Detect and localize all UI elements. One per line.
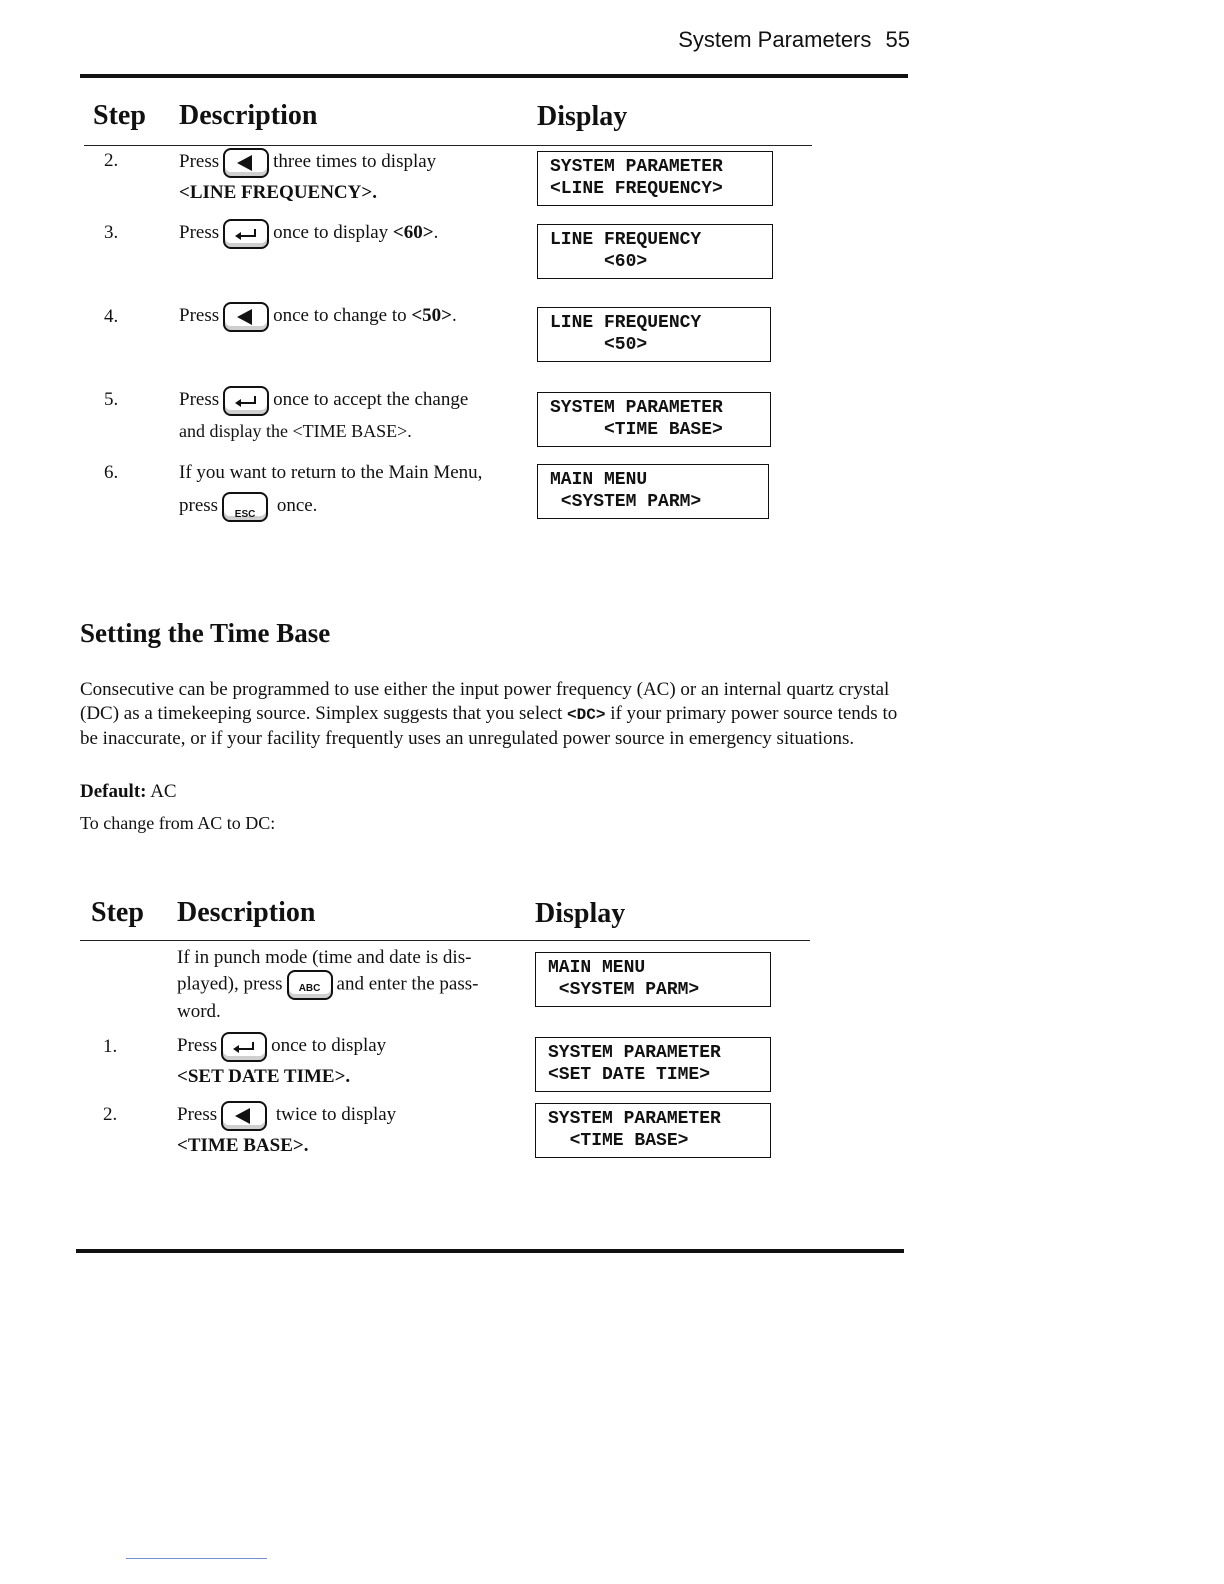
desc-text: press bbox=[179, 495, 219, 516]
desc-text: once to change to bbox=[273, 305, 407, 326]
lcd-line-1: MAIN MENU bbox=[550, 470, 648, 490]
lcd-line-2: <60> bbox=[550, 252, 648, 272]
table1-display-heading: Display bbox=[537, 101, 628, 132]
header-title: System Parameters bbox=[678, 27, 872, 52]
desc-value: <LINE FREQUENCY>. bbox=[179, 181, 377, 203]
page-number: 55 bbox=[885, 27, 910, 52]
default-line bbox=[80, 780, 177, 804]
table1-step-2: 2. bbox=[104, 150, 119, 171]
lcd-line-1: LINE FREQUENCY bbox=[550, 313, 702, 333]
lcd-line-1: MAIN MENU bbox=[548, 958, 646, 978]
table1-step-3: 3. bbox=[104, 222, 119, 243]
desc-text: Press bbox=[177, 1035, 218, 1056]
lcd-line-1: SYSTEM PARAMETER bbox=[550, 157, 723, 177]
desc-text: Press bbox=[179, 222, 220, 243]
desc-text: once. bbox=[276, 495, 318, 516]
abc-key-icon bbox=[287, 970, 333, 1000]
lcd-line-1: SYSTEM PARAMETER bbox=[548, 1109, 721, 1129]
desc-text: Press bbox=[179, 305, 220, 326]
lcd-line-1: SYSTEM PARAMETER bbox=[548, 1043, 721, 1063]
table2-description-heading: Description bbox=[177, 897, 316, 928]
lcd-line-2: <50> bbox=[550, 335, 648, 355]
table1-row-2-description bbox=[179, 146, 519, 208]
table2-row-1-description bbox=[177, 1030, 522, 1092]
table1-row-5-description bbox=[179, 384, 519, 447]
instruction-line: To change from AC to DC: bbox=[80, 813, 276, 833]
lcd-line-1: LINE FREQUENCY bbox=[550, 230, 702, 250]
table1-step-5: 5. bbox=[104, 389, 119, 410]
table1-step-6: 6. bbox=[104, 462, 119, 483]
table1-step-4: 4. bbox=[104, 306, 119, 327]
enter-key-icon bbox=[223, 386, 269, 416]
table2-display-heading: Display bbox=[535, 898, 626, 929]
lcd-line-2: <TIME BASE> bbox=[550, 420, 723, 440]
lcd-line-2: <SYSTEM PARM> bbox=[548, 980, 700, 1000]
lcd-display bbox=[535, 952, 771, 1007]
table2-row-2-description bbox=[177, 1099, 522, 1161]
lcd-display bbox=[537, 224, 773, 279]
key-label: ESC bbox=[234, 508, 256, 520]
enter-key-icon bbox=[223, 219, 269, 249]
desc-text: and enter the pass- bbox=[336, 973, 479, 995]
lcd-line-2: <LINE FREQUENCY> bbox=[550, 179, 723, 199]
esc-key-icon bbox=[222, 492, 268, 522]
table1-row-3-description bbox=[179, 217, 519, 249]
footer-rule bbox=[76, 1249, 904, 1253]
header-rule bbox=[80, 74, 908, 78]
desc-value: <SET DATE TIME>. bbox=[177, 1065, 351, 1087]
lcd-line-1: SYSTEM PARAMETER bbox=[550, 398, 723, 418]
desc-text: once to accept the change bbox=[273, 389, 469, 410]
lcd-line-2: <SET DATE TIME> bbox=[548, 1065, 711, 1085]
running-header bbox=[600, 27, 910, 53]
left-arrow-key-icon bbox=[223, 148, 269, 178]
lcd-line-2: <SYSTEM PARM> bbox=[550, 492, 702, 512]
section-title: Setting the Time Base bbox=[80, 618, 331, 648]
table2-rule bbox=[80, 940, 810, 941]
desc-text: Press bbox=[177, 1104, 218, 1125]
footer-blue-line bbox=[126, 1558, 267, 1559]
desc-value: <50> bbox=[411, 305, 453, 326]
desc-value: <TIME BASE>. bbox=[177, 1134, 309, 1156]
lcd-display bbox=[537, 392, 771, 447]
section-paragraph bbox=[80, 678, 900, 751]
default-value: AC bbox=[150, 781, 177, 802]
desc-text: word. bbox=[177, 1001, 221, 1022]
enter-key-icon bbox=[221, 1032, 267, 1062]
key-label: ABC bbox=[298, 983, 321, 994]
table1-row-4-description bbox=[179, 300, 519, 332]
desc-text: once to display bbox=[271, 1035, 387, 1056]
table1-description-heading: Description bbox=[179, 100, 318, 131]
left-arrow-key-icon bbox=[223, 302, 269, 332]
desc-text: Press bbox=[179, 389, 220, 410]
default-label: Default: bbox=[80, 781, 147, 802]
desc-text: If you want to return to the Main Menu, bbox=[179, 462, 483, 483]
table1-step-heading: Step bbox=[93, 100, 146, 131]
paragraph-text: if your primary power source tends to be inaccurate, or if your facility frequently uses an unregulated power source in emergency situations. bbox=[80, 702, 898, 749]
lcd-display bbox=[537, 307, 771, 362]
paragraph-code: <DC> bbox=[567, 705, 606, 724]
desc-text: . bbox=[433, 222, 439, 243]
lcd-display bbox=[535, 1037, 771, 1092]
desc-text: and display the <TIME BASE>. bbox=[179, 420, 412, 441]
desc-text: Press bbox=[179, 151, 220, 172]
lcd-display bbox=[535, 1103, 771, 1158]
table2-step-2: 2. bbox=[103, 1104, 118, 1125]
left-arrow-key-icon bbox=[221, 1101, 267, 1131]
lcd-display bbox=[537, 464, 769, 519]
desc-text: played), press bbox=[177, 973, 283, 995]
table2-row-0-description bbox=[177, 946, 522, 1024]
desc-text: three times to display bbox=[273, 151, 437, 172]
desc-value: <60> bbox=[392, 222, 434, 243]
desc-text: If in punch mode (time and date is dis- bbox=[177, 947, 472, 968]
lcd-line-2: <TIME BASE> bbox=[548, 1131, 689, 1151]
table2-step-heading: Step bbox=[91, 897, 144, 928]
paragraph-text: Consecutive can be programmed to use either the input power frequency (AC) or an internal quartz crystal (DC) as a timekeeping source. Simplex suggests that you select bbox=[80, 679, 890, 724]
lcd-display bbox=[537, 151, 773, 206]
desc-text: . bbox=[452, 305, 457, 326]
table2-step-1: 1. bbox=[103, 1036, 118, 1057]
desc-text: once to display bbox=[273, 222, 389, 243]
desc-text: twice to display bbox=[275, 1104, 397, 1125]
table1-row-6-description bbox=[179, 457, 519, 522]
